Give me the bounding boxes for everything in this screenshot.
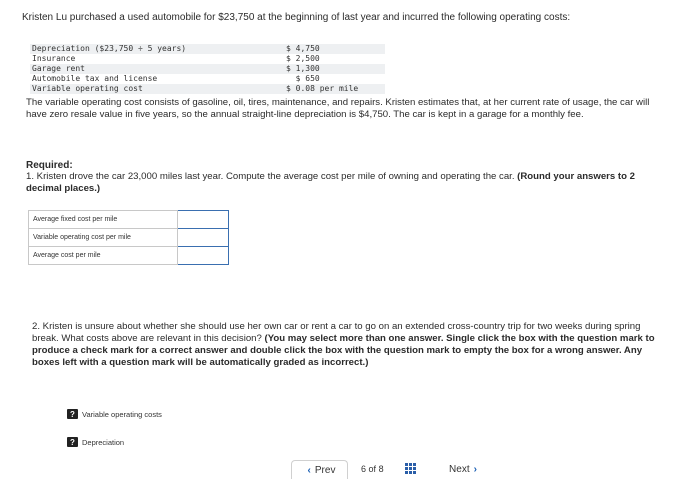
- page-of: of: [368, 464, 377, 474]
- next-button[interactable]: [433, 460, 497, 478]
- answer-table: [28, 210, 229, 265]
- answer-cell: [178, 229, 229, 247]
- average-cost-input[interactable]: [178, 247, 228, 264]
- option-label: Depreciation: [82, 437, 125, 447]
- question-2-instruction: (You may select more than one answer. Single click the box with the question mark to produce a check mark for a correct answer and double click the box with the question mark to empty the box for a wrong answer. Any boxes left with a question mark will be automatically graded as incorrect.): [32, 333, 655, 368]
- answer-label: Average cost per mile: [29, 247, 178, 265]
- question-1-instruction: (Round your answers to 2 decimal places.): [26, 171, 635, 194]
- prev-label: Prev: [314, 464, 336, 476]
- cost-value: $ 2,500: [286, 54, 320, 63]
- question-2-text: 2. Kristen is unsure about whether she should use her own car or rent a car to go on an extended cross-country trip for two weeks during spring break. What costs above are relevant in this decision?: [32, 321, 641, 344]
- option-label: Variable operating costs: [82, 409, 162, 419]
- next-label: Next: [449, 463, 470, 475]
- cost-value: $ 650: [286, 74, 320, 83]
- page-indicator: [361, 464, 384, 474]
- page-total: 8: [378, 464, 384, 474]
- question-mark-checkbox[interactable]: ?: [67, 437, 78, 447]
- option-depreciation[interactable]: [67, 437, 124, 447]
- prev-button[interactable]: [291, 460, 348, 479]
- cost-label: Automobile tax and license: [32, 74, 158, 83]
- cost-value: $ 4,750: [286, 44, 320, 53]
- variable-operating-cost-input[interactable]: [178, 229, 228, 246]
- answer-cell: [178, 247, 229, 265]
- cost-label: Insurance: [32, 54, 76, 63]
- answer-label: Average fixed cost per mile: [29, 211, 178, 229]
- problem-description: The variable operating cost consists of gasoline, oil, tires, maintenance, and repairs. Kristen estimates that, at her current rate of usage, the car will have zero resale value in five years, so the annual straight-line depreciation is $4,750. The car is kept in a garage for a monthly fee.: [26, 97, 650, 120]
- answer-row: [29, 247, 229, 265]
- question-1: [26, 171, 656, 195]
- grid-icon[interactable]: [405, 463, 416, 474]
- problem-intro: Kristen Lu purchased a used automobile for $23,750 at the beginning of last year and incurred the following operating costs:: [22, 12, 571, 23]
- answer-cell: [178, 211, 229, 229]
- required-heading: Required:: [26, 160, 73, 171]
- cost-label: Depreciation ($23,750 ÷ 5 years): [32, 44, 187, 53]
- question-2: [32, 321, 662, 369]
- answer-row: [29, 229, 229, 247]
- chevron-right-icon: ›: [473, 463, 477, 475]
- question-1-text: 1. Kristen drove the car 23,000 miles last year. Compute the average cost per mile of owning and operating the car.: [26, 171, 515, 182]
- page-current: 6: [361, 464, 367, 474]
- cost-label: Garage rent: [32, 64, 85, 73]
- option-variable-operating-costs[interactable]: [67, 409, 162, 419]
- cost-label: Variable operating cost: [32, 84, 143, 93]
- cost-value: $ 0.08 per mile: [286, 84, 359, 93]
- cost-value: $ 1,300: [286, 64, 320, 73]
- answer-row: [29, 211, 229, 229]
- question-mark-checkbox[interactable]: ?: [67, 409, 78, 419]
- answer-label: Variable operating cost per mile: [29, 229, 178, 247]
- chevron-left-icon: ‹: [307, 464, 311, 476]
- average-fixed-cost-input[interactable]: [178, 211, 228, 228]
